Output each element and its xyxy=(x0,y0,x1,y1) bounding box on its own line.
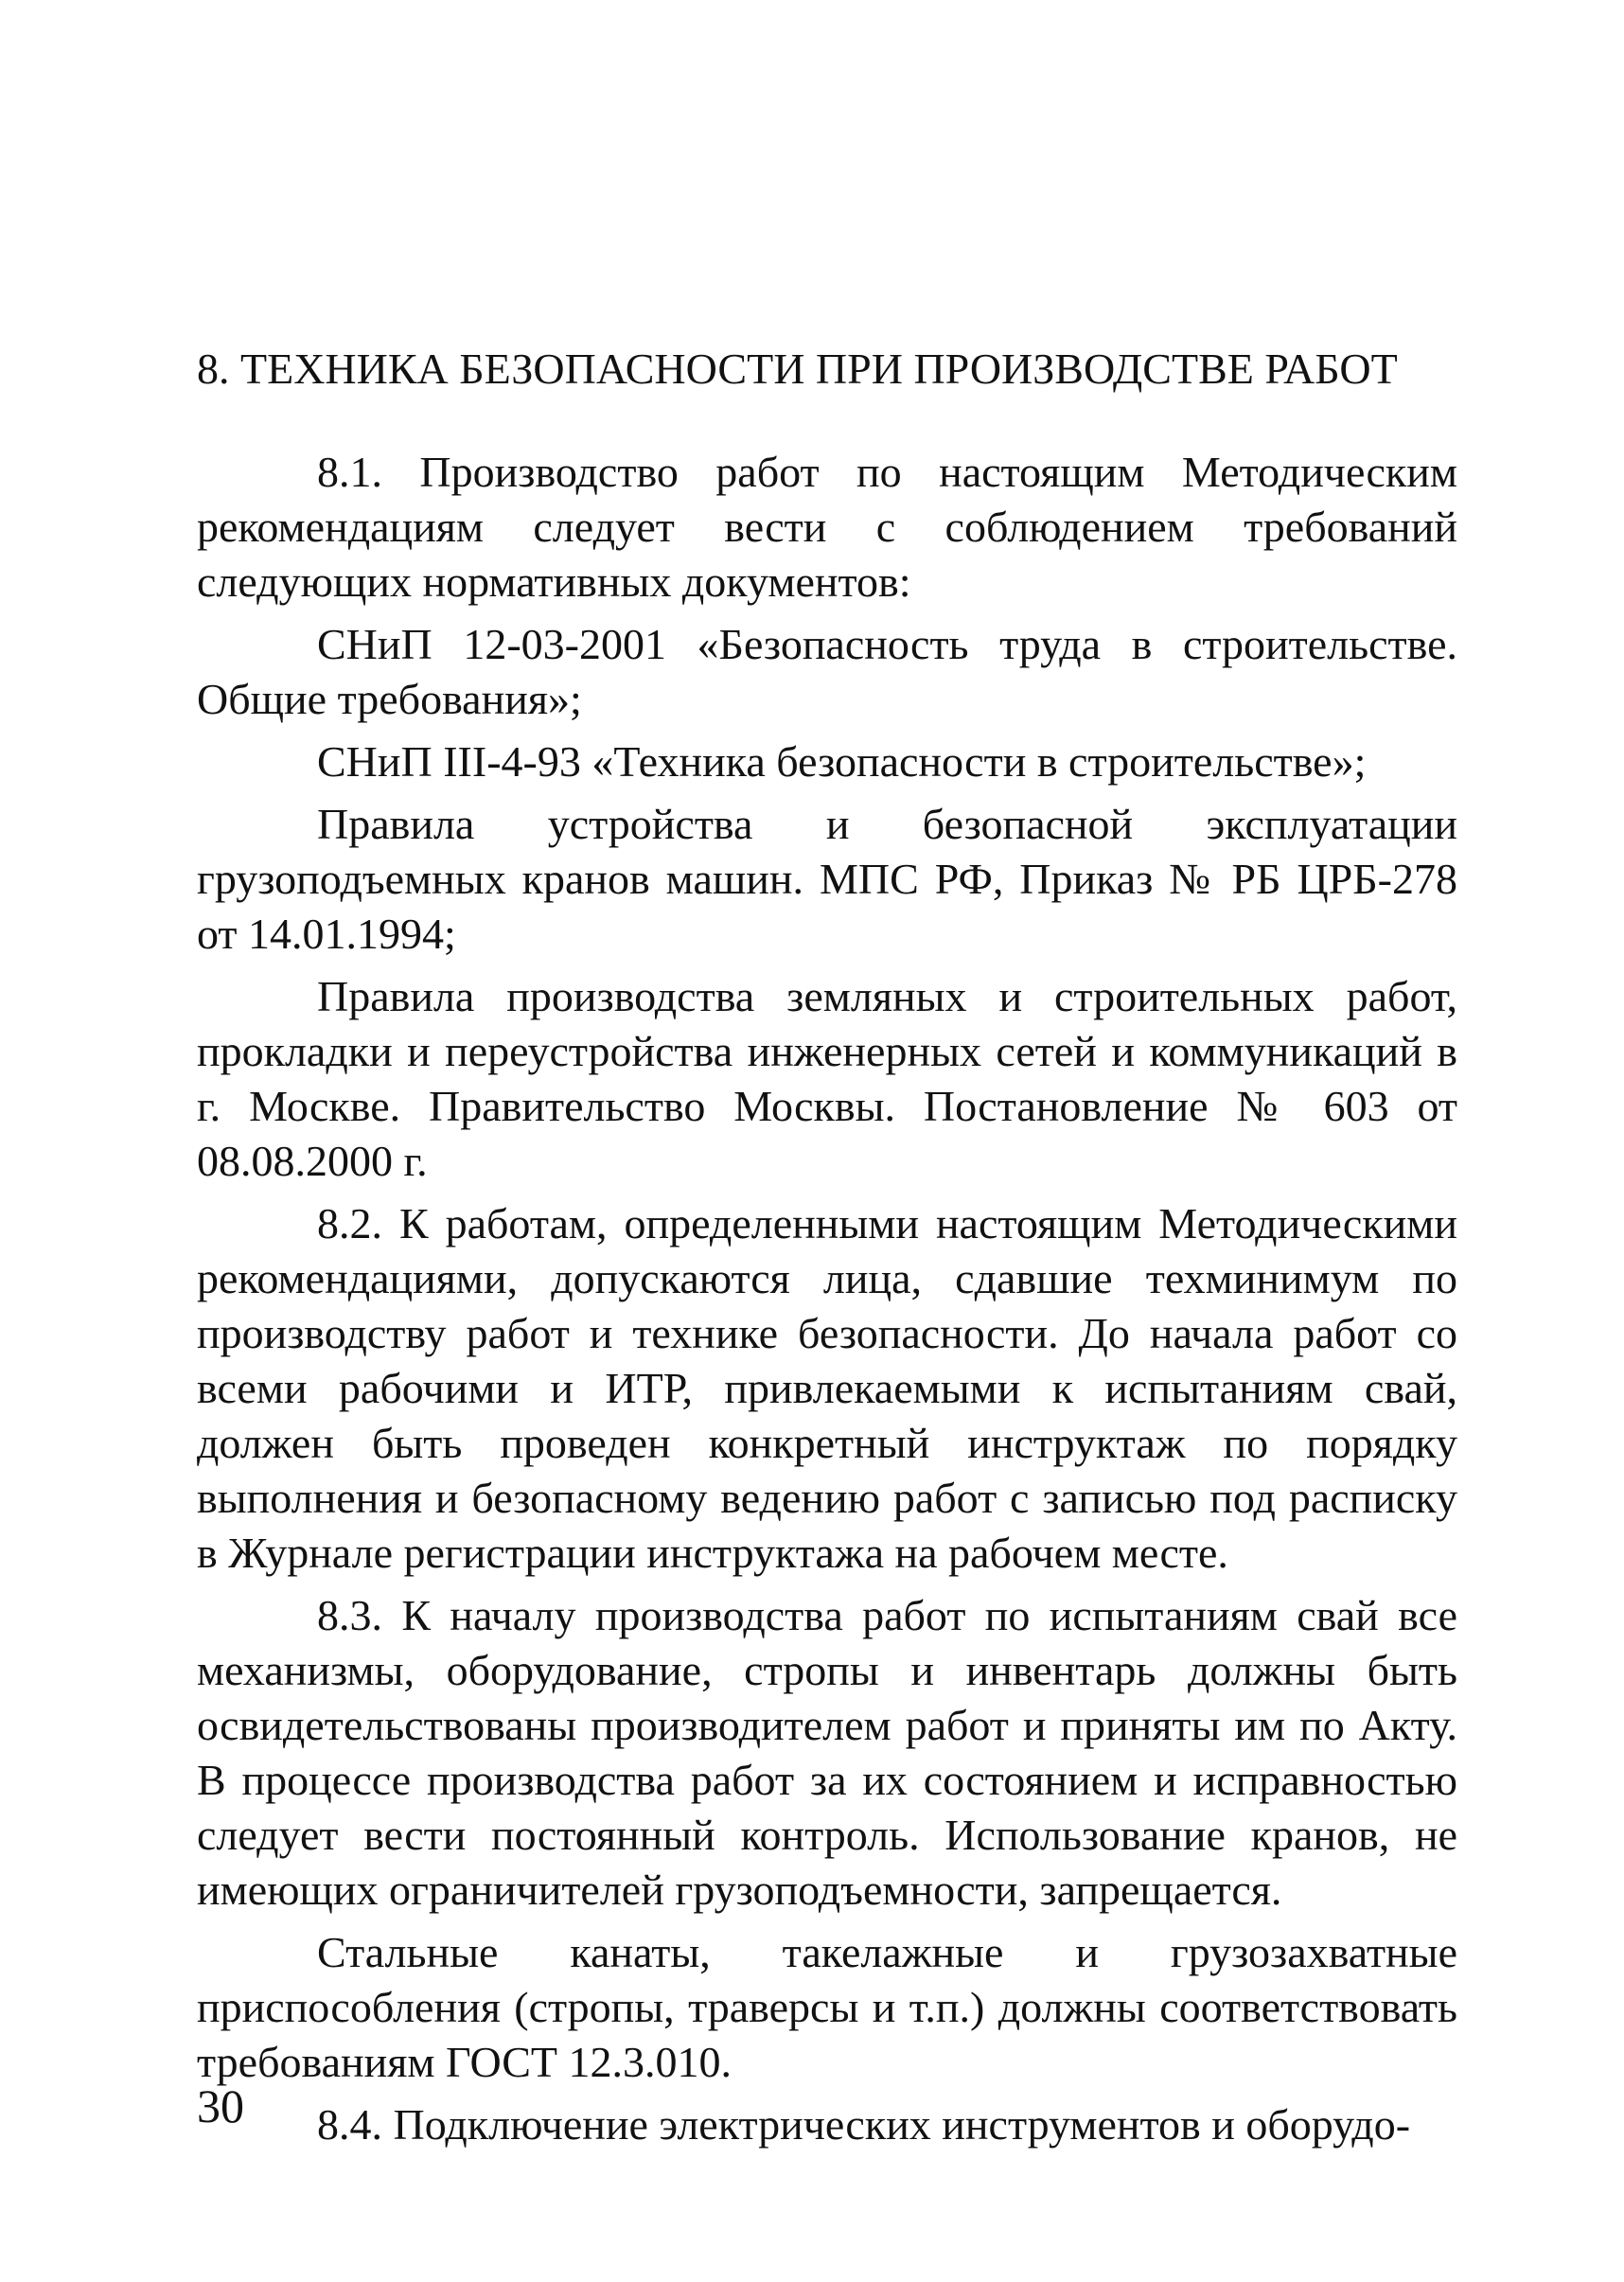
paragraph-steel-ropes: Стальные канаты, такелажные и грузозахватные приспособления (стропы, траверсы и т.п.) должны соответствовать требованиям ГОСТ 12.3.010. xyxy=(197,1928,1457,2086)
paragraph-8-3: 8.3. К началу производства работ по испытаниям свай все механизмы, оборудование, стропы и инвентарь должны быть освидетельствованы производителем работ и приняты им по Акту. В процессе производства работ за их состоянием и исправностью следует вести постоянный контроль. Использование кранов, не имеющих ограничителей грузоподъемности, запрещается. xyxy=(197,1591,1457,1914)
paragraph-8-4: 8.4. Подключение электрических инструментов и оборудо- xyxy=(317,2100,1411,2149)
paragraph-8-2: 8.2. К работам, определенными настоящим Методическими рекомендациями, допускаются лица, сдавшие техминимум по производству работ и технике безопасности. До начала работ со всеми рабочими и ИТР, привлекаемыми к испытаниям свай, должен быть проведен конкретный инструктаж по порядку выполнения и безопасному ведению работ с записью под расписку в Журнале регистрации инструктажа на рабочем месте. xyxy=(197,1199,1457,1577)
paragraph-moscow-rules: Правила производства земляных и строительных работ, прокладки и переустройства инженерных сетей и коммуникаций в г. Москве. Правительство Москвы. Постановление № 603 от 08.08.2000 г. xyxy=(197,972,1457,1185)
page-number: 30 xyxy=(197,2079,244,2132)
document-page xyxy=(197,341,1457,2160)
paragraph-snip-iii-4-93: СНиП III-4-93 «Техника безопасности в строительстве»; xyxy=(317,737,1367,786)
section-heading: 8. ТЕХНИКА БЕЗОПАСНОСТИ ПРИ ПРОИЗВОДСТВЕ РАБОТ xyxy=(197,345,1398,393)
paragraph-crane-rules: Правила устройства и безопасной эксплуатации грузоподъемных кранов машин. МПС РФ, Приказ № РБ ЦРБ-278 от 14.01.1994; xyxy=(197,800,1457,958)
paragraph-snip-12-03-2001: СНиП 12-03-2001 «Безопасность труда в строительстве. Общие требования»; xyxy=(197,620,1457,723)
paragraph-8-1: 8.1. Производство работ по настоящим Методическим рекомендациям следует вести с соблюдением требований следующих нормативных документов: xyxy=(197,448,1457,606)
